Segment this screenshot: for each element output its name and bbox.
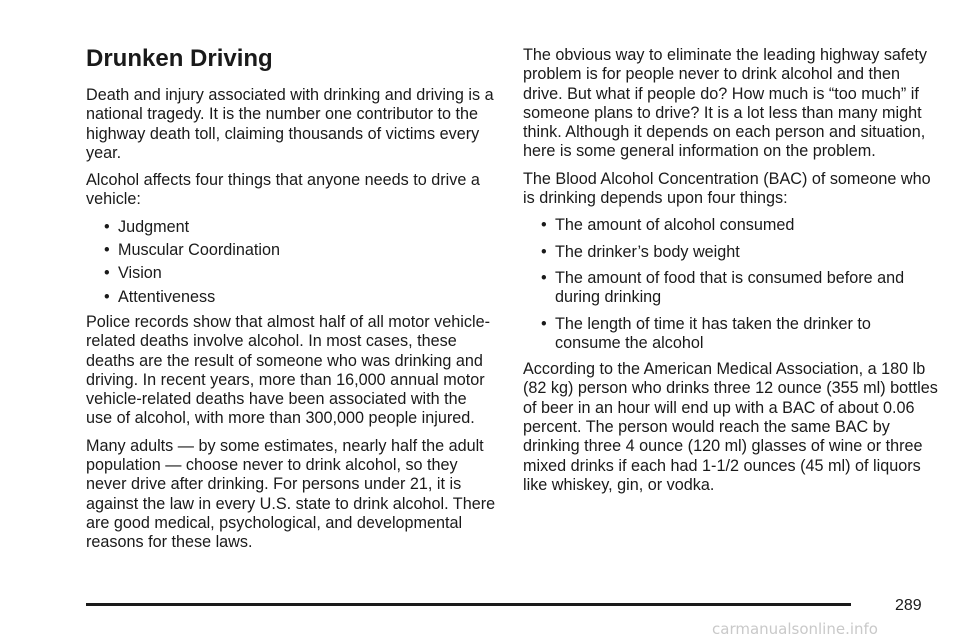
bac-paragraph: The Blood Alcohol Concentration (BAC) of someone who is drinking depends upon four things: [523,169,931,208]
list-item [523,315,938,354]
list-item [523,216,938,235]
section-title: Drunken Driving [86,45,273,72]
right-column [523,46,938,503]
effects-list [86,218,496,307]
obvious-way-paragraph: The obvious way to eliminate the leading highway safety problem is for people never to drink alcohol and then drive. But what if people do? How much is “too much” if someone plans to drive? It is a lot less than many might think. Although it depends on each person and situation, here is some general information on the problem. [523,46,928,161]
list-item [86,288,496,307]
list-item-text: The length of time it has taken the drinker to consume the alcohol [555,314,871,352]
adults-paragraph: Many adults — by some estimates, nearly half the adult population — choose never to drink alcohol, so they never drive after drinking. For persons under 21, it is against the law in every U.S. state to drink alcohol. There are good medical, psychological, and developmental reasons for these laws. [86,436,496,552]
bullet-glyph: • [541,314,547,333]
footer-rule [86,603,851,606]
bullet-glyph: • [104,241,110,260]
police-records-paragraph: Police records show that almost half of all motor vehicle-related deaths involve alcohol. In most cases, these deaths are the result of someone who was drinking and driving. In recent years, more than 16,000 annual motor vehicle-related deaths have been associated with the use of alcohol, with more than 300,000 people injured. [86,312,490,428]
list-item-text: Muscular Coordination [118,241,280,260]
list-item-text: The amount of alcohol consumed [555,216,795,235]
intro-paragraph: Death and injury associated with drinking and driving is a national tragedy. It is the number one contributor to the highway death toll, claiming thousands of victims every year. [86,86,494,162]
bullet-glyph: • [541,242,547,261]
list-item-text: The amount of food that is consumed before and during drinking [555,268,905,307]
list-item-text: Vision [118,264,162,283]
page-number: 289 [895,597,922,614]
bullet-glyph: • [541,216,547,235]
bac-factors-list [523,216,938,353]
effects-paragraph: Alcohol affects four things that anyone needs to drive a vehicle: [86,171,480,209]
list-item [86,241,496,260]
bullet-glyph: • [104,264,110,283]
list-item-text: Judgment [118,217,190,236]
watermark-text: carmanualsonline.info [712,620,878,638]
list-item [86,218,496,237]
list-item-text: Attentiveness [118,287,216,306]
list-item [523,243,938,262]
bullet-glyph: • [541,268,547,287]
list-item-text: The drinker’s body weight [555,242,740,261]
ama-paragraph: According to the American Medical Association, a 180 lb (82 kg) person who drinks three 12 ounce (355 ml) bottles of beer in an hour will end up with a BAC of about 0.06 percent. The person would reach the same BAC by drinking three 4 ounce (120 ml) glasses of wine or three mixed drinks if each had 1-1/2 ounces (45 ml) of liquors like whiskey, gin, or vodka. [523,360,938,494]
bullet-glyph: • [104,217,110,236]
left-column [86,44,496,561]
list-item [86,264,496,283]
bullet-glyph: • [104,287,110,306]
list-item [523,269,938,308]
